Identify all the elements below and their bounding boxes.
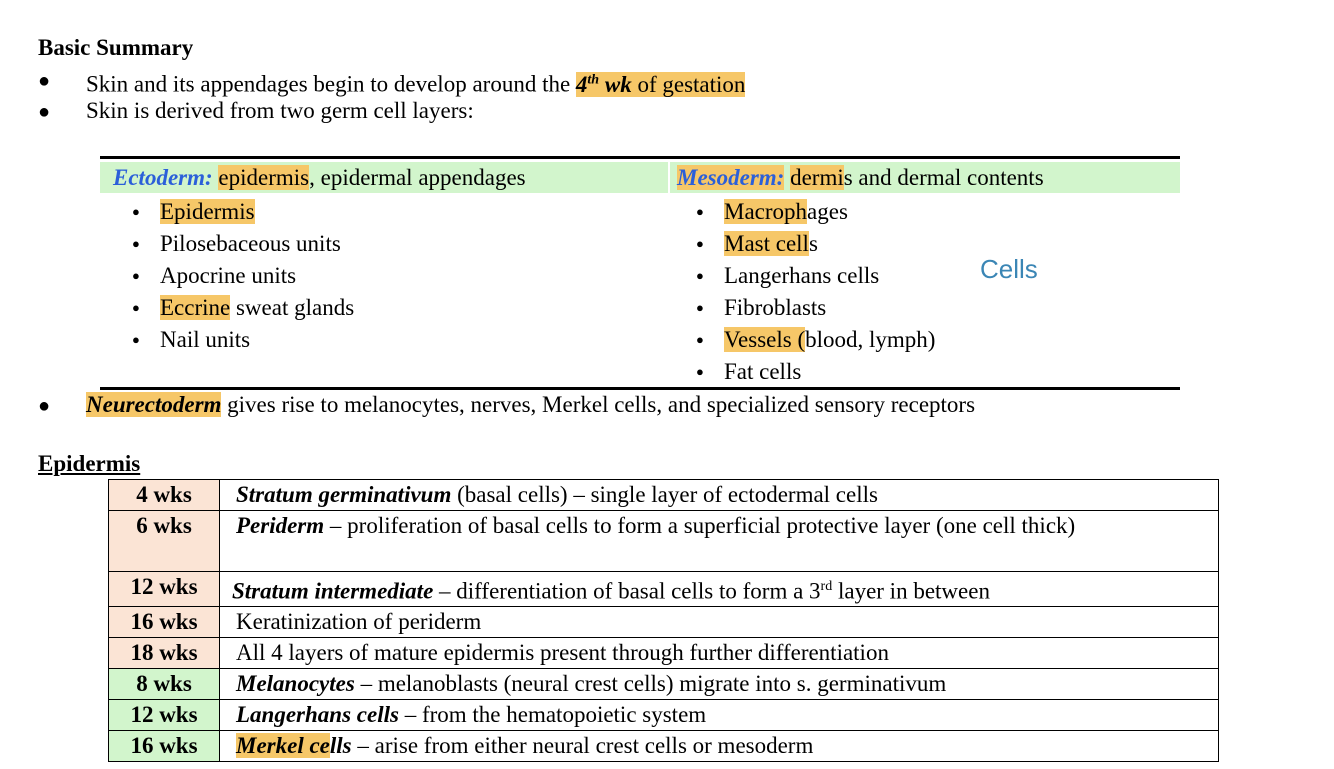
cells-annotation: Cells	[980, 254, 1038, 284]
gestation-highlight: 4th wk of gestation	[575, 71, 746, 97]
epidermis-timeline-table	[108, 479, 1219, 762]
table-row	[109, 480, 1219, 511]
description-cell: Merkel cells – arise from either neural crest cells or mesoderm	[220, 730, 1219, 761]
list-item: ● Nail units	[100, 324, 354, 356]
description-cell: Stratum germinativum (basal cells) – single layer of ectodermal cells	[220, 480, 1219, 511]
week-cell: 18 wks	[109, 637, 220, 668]
list-item: ● Macrophages	[664, 196, 935, 228]
germ-layer-header	[100, 162, 1180, 193]
ectoderm-header: Ectoderm: epidermis, epidermal appendages	[113, 165, 526, 190]
column-divider	[668, 162, 670, 193]
description-cell: Stratum intermediate – differentiation of basal cells to form a 3rd layer in between	[220, 572, 1219, 607]
summary-bullet-1: Skin and its appendages begin to develop around the 4th wk of gestation	[86, 71, 746, 97]
description-cell: Periderm – proliferation of basal cells to form a superficial protective layer (one cell thick)	[220, 511, 1219, 572]
mesoderm-list	[664, 196, 935, 388]
epidermis-heading: Epidermis	[38, 451, 141, 476]
week-cell: 6 wks	[109, 511, 220, 572]
table-row	[109, 637, 1219, 668]
table-row	[109, 730, 1219, 761]
week-cell: 12 wks	[109, 699, 220, 730]
table-row	[109, 511, 1219, 572]
table-row	[109, 668, 1219, 699]
description-cell: All 4 layers of mature epidermis present through further differentiation	[220, 637, 1219, 668]
summary-bullet-3: Neurectoderm gives rise to melanocytes, nerves, Merkel cells, and specialized sensory receptors	[86, 392, 976, 417]
summary-heading: Basic Summary	[38, 35, 194, 60]
mesoderm-header: Mesoderm: dermis and dermal contents	[677, 165, 1044, 190]
list-item: ● Pilosebaceous units	[100, 228, 354, 260]
summary-bullet-2: Skin is derived from two germ cell layers:	[86, 98, 474, 123]
list-item: ● Apocrine units	[100, 260, 354, 292]
table-row	[109, 606, 1219, 637]
bullet-marker: ●	[38, 70, 51, 92]
week-cell: 16 wks	[109, 730, 220, 761]
description-cell: Langerhans cells – from the hematopoietic system	[220, 699, 1219, 730]
list-item: ● Langerhans cells	[664, 260, 935, 292]
table-row	[109, 572, 1219, 607]
list-item: ● Epidermis	[100, 196, 354, 228]
list-item: ● Vessels (blood, lymph)	[664, 324, 935, 356]
week-cell: 12 wks	[109, 572, 220, 607]
description-cell: Keratinization of periderm	[220, 606, 1219, 637]
table-row	[109, 699, 1219, 730]
bullet-marker: ●	[38, 395, 51, 417]
bullet-marker: ●	[38, 101, 51, 123]
week-cell: 16 wks	[109, 606, 220, 637]
ectoderm-list	[100, 196, 354, 356]
list-item: ● Mast cells	[664, 228, 935, 260]
list-item: ● Fat cells	[664, 356, 935, 388]
week-cell: 8 wks	[109, 668, 220, 699]
description-cell: Melanocytes – melanoblasts (neural crest cells) migrate into s. germinativum	[220, 668, 1219, 699]
list-item: ● Eccrine sweat glands	[100, 292, 354, 324]
list-item: ● Fibroblasts	[664, 292, 935, 324]
week-cell: 4 wks	[109, 480, 220, 511]
